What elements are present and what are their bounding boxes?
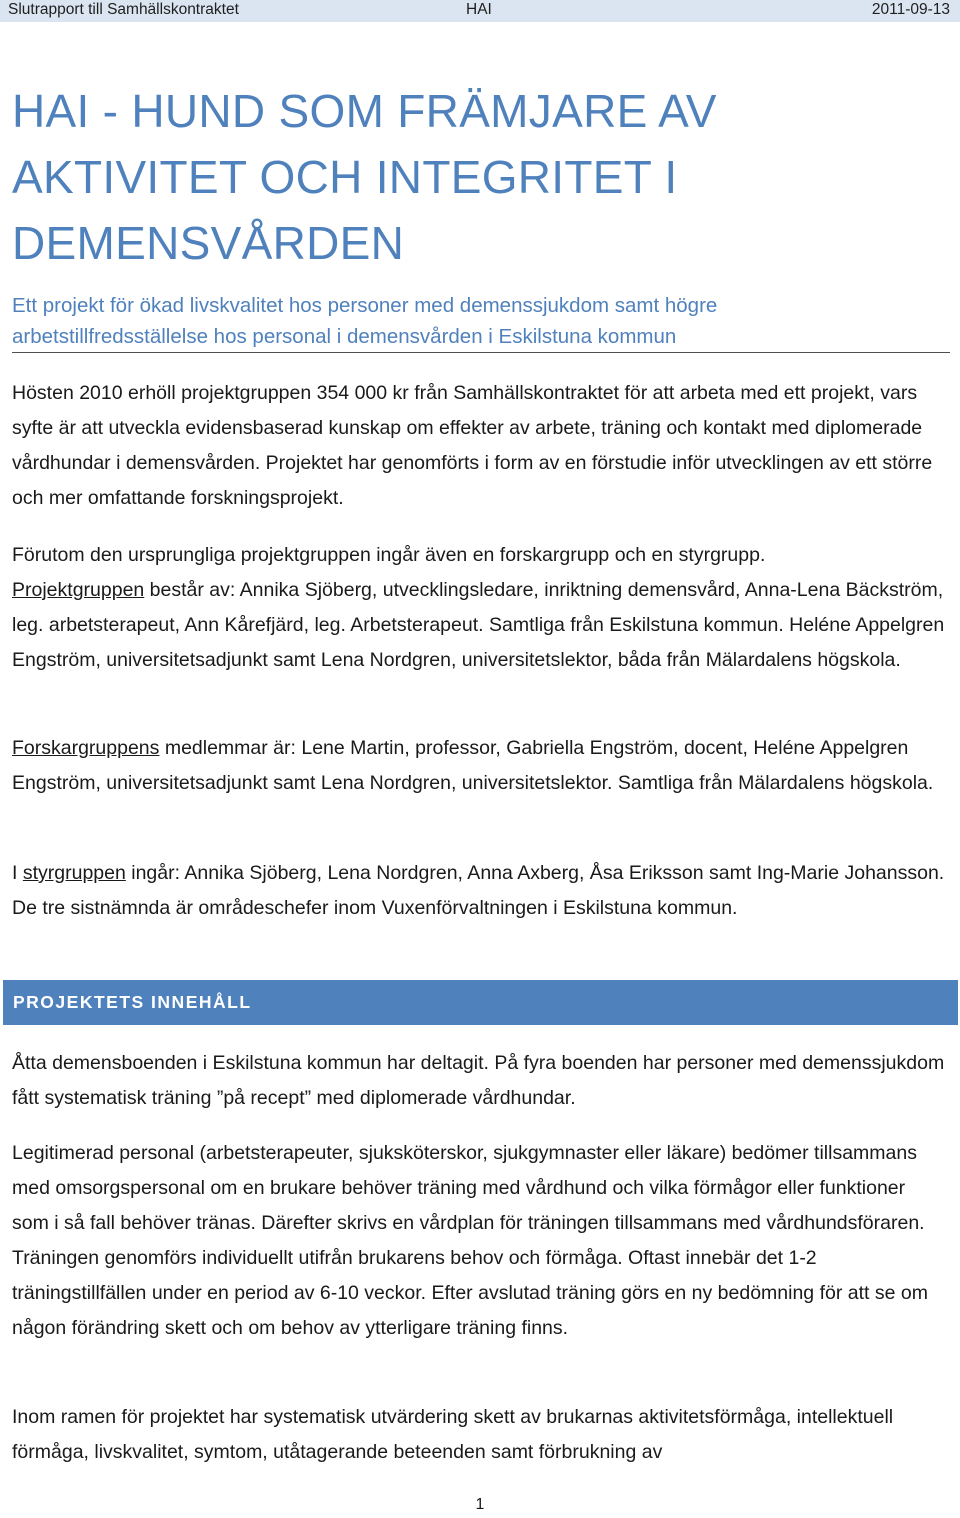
- page-header: [0, 0, 960, 22]
- paragraph-steering-group: [12, 856, 947, 926]
- header-report-title: Slutrapport till Samhällskontraktet: [8, 1, 239, 18]
- paragraph-research-group: [12, 731, 947, 801]
- paragraph-project-group: [12, 538, 947, 678]
- section-heading-projektets-innehall: PROJEKTETS INNEHÅLL: [3, 980, 958, 1025]
- title-line-3: DEMENSVÅRDEN: [12, 217, 405, 269]
- term-projektgruppen: Projektgruppen: [12, 579, 145, 601]
- document-title: [12, 78, 942, 276]
- header-project-code: HAI: [466, 1, 492, 18]
- header-date: 2011-09-13: [871, 1, 950, 18]
- term-styrgruppen: styrgruppen: [22, 862, 126, 884]
- project-group-members: består av: Annika Sjöberg, utvecklingsledare, inriktning demensvård, Anna-Lena Bäckström, leg. arbetsterapeut, Ann Kårefjärd, leg. Arbetsterapeut. Samtliga från Eskilstuna kommun. Heléne Appelgren Engström, universitetsadjunkt samt Lena Nordgren, universitetslektor, båda från Mälardalens högskola.: [12, 579, 945, 671]
- page-number: 1: [475, 1496, 485, 1513]
- steering-group-members: ingår: Annika Sjöberg, Lena Nordgren, Anna Axberg, Åsa Eriksson samt Ing-Marie Johansson. De tre sistnämnda är områdeschefer inom Vuxenförvaltningen i Eskilstuna kommun.: [12, 862, 945, 919]
- paragraph-groups-intro: Förutom den ursprungliga projektgruppen ingår även en forskargrupp och en styrgrupp.: [12, 544, 766, 566]
- subtitle-divider: [12, 352, 950, 353]
- steering-group-prefix: I: [12, 862, 23, 884]
- title-line-1: HAI - HUND SOM FRÄMJARE AV: [12, 85, 717, 137]
- document-subtitle: [12, 290, 942, 352]
- paragraph-intro: Hösten 2010 erhöll projektgruppen 354 000 kr från Samhällskontraktet för att arbeta med ett projekt, vars syfte är att utveckla evidensbaserad kunskap om effekter av arbete, träning och kontakt med diplomerade vårdhundar i demensvården. Projektet har genomförts i form av en förstudie inför utvecklingen av ett större och mer omfattande forskningsprojekt.: [12, 382, 933, 509]
- title-line-2: AKTIVITET OCH INTEGRITET I: [12, 151, 678, 203]
- research-group-members: medlemmar är: Lene Martin, professor, Gabriella Engström, docent, Heléne Appelgren Engström, universitetsadjunkt samt Lena Nordgren, universitetslektor. Samtliga från Mälardalens högskola.: [12, 737, 934, 794]
- paragraph-evaluation: Inom ramen för projektet har systematisk utvärdering skett av brukarnas aktivitetsförmåga, intellektuell förmåga, livskvalitet, symtom, utåtagerande beteenden samt förbrukning av: [12, 1406, 894, 1463]
- subtitle-line-1: Ett projekt för ökad livskvalitet hos personer med demenssjukdom samt högre: [12, 294, 718, 317]
- subtitle-line-2: arbetstillfredsställelse hos personal i demensvården i Eskilstuna kommun: [12, 325, 677, 348]
- paragraph-participating-homes: Åtta demensboenden i Eskilstuna kommun har deltagit. På fyra boenden har personer med demenssjukdom fått systematisk träning ”på recept” med diplomerade vårdhundar.: [12, 1052, 945, 1109]
- term-forskargruppens: Forskargruppens: [12, 737, 160, 759]
- paragraph-training-process: Legitimerad personal (arbetsterapeuter, sjuksköterskor, sjukgymnaster eller läkare) bedömer tillsammans med omsorgspersonal om en brukare behöver träning med vårdhund och vilka förmågor eller funktioner som i så fall behöver tränas. Därefter skrivs en vårdplan för träningen tillsammans med vårdhundsföraren. Träningen genomförs individuellt utifrån brukarens behov och förmåga. Oftast innebär det 1-2 träningstillfällen under en period av 6-10 veckor. Efter avslutad träning görs en ny bedömning för att se om någon förändring skett och om behov av ytterligare träning finns.: [12, 1142, 928, 1339]
